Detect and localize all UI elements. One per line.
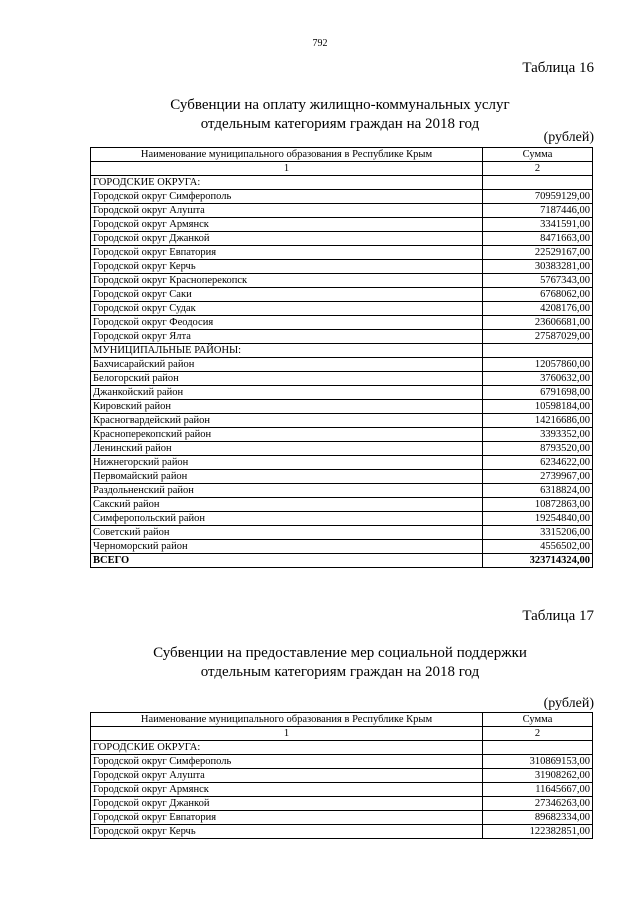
municipality-name-cell: Красногвардейский район	[91, 414, 483, 428]
table17-colnum-row	[91, 727, 593, 741]
municipality-name-cell: Первомайский район	[91, 470, 483, 484]
municipality-name-cell: Городской округ Судак	[91, 302, 483, 316]
municipality-name-cell: Городской округ Феодосия	[91, 316, 483, 330]
amount-cell: 3341591,00	[483, 218, 593, 232]
municipality-name-cell: Городской округ Симферополь	[91, 190, 483, 204]
table16-label: Таблица 16	[522, 60, 594, 76]
colnum-2-cell: 2	[483, 727, 593, 741]
table-row	[91, 811, 593, 825]
municipality-name-cell: Городской округ Ялта	[91, 330, 483, 344]
municipality-name-cell: Симферопольский район	[91, 512, 483, 526]
table-row	[91, 769, 593, 783]
amount-cell: 27346263,00	[483, 797, 593, 811]
municipality-name-cell: Городской округ Алушта	[91, 769, 483, 783]
amount-cell: 19254840,00	[483, 512, 593, 526]
table-row	[91, 386, 593, 400]
table16-title	[90, 96, 590, 134]
table-row	[91, 372, 593, 386]
table16-section-row	[91, 344, 593, 358]
municipality-name-cell: Городской округ Евпатория	[91, 811, 483, 825]
table-row	[91, 825, 593, 839]
page-number: 792	[312, 38, 328, 49]
section-label-cell: МУНИЦИПАЛЬНЫЕ РАЙОНЫ:	[91, 344, 483, 358]
amount-cell: 3760632,00	[483, 372, 593, 386]
municipality-name-cell: Городской округ Керчь	[91, 260, 483, 274]
municipality-name-cell: Городской округ Красноперекопск	[91, 274, 483, 288]
amount-cell: 122382851,00	[483, 825, 593, 839]
municipality-name-cell: Городской округ Армянск	[91, 218, 483, 232]
table16-title-line1: Субвенции на оплату жилищно-коммунальных услуг	[170, 97, 510, 113]
empty-cell	[483, 741, 593, 755]
amount-cell: 31908262,00	[483, 769, 593, 783]
municipality-name-cell: Джанкойский район	[91, 386, 483, 400]
municipality-name-cell: Черноморский район	[91, 540, 483, 554]
amount-cell: 6791698,00	[483, 386, 593, 400]
municipality-name-cell: Красноперекопский район	[91, 428, 483, 442]
table-row	[91, 330, 593, 344]
table16-header-row	[91, 148, 593, 162]
table17-header-row	[91, 713, 593, 727]
amount-cell: 6318824,00	[483, 484, 593, 498]
table-row	[91, 204, 593, 218]
municipality-name-cell: Городской округ Джанкой	[91, 797, 483, 811]
table-row	[91, 512, 593, 526]
municipality-name-cell: Бахчисарайский район	[91, 358, 483, 372]
section-label-cell: ГОРОДСКИЕ ОКРУГА:	[91, 741, 483, 755]
table-row	[91, 526, 593, 540]
table16	[90, 147, 593, 568]
header-sum-cell: Сумма	[483, 148, 593, 162]
table17-title-line1: Субвенции на предоставление мер социальной поддержки	[153, 645, 527, 661]
amount-cell: 4208176,00	[483, 302, 593, 316]
table-row	[91, 755, 593, 769]
amount-cell: 10872863,00	[483, 498, 593, 512]
amount-cell: 89682334,00	[483, 811, 593, 825]
header-sum-cell: Сумма	[483, 713, 593, 727]
amount-cell: 23606681,00	[483, 316, 593, 330]
amount-cell: 6768062,00	[483, 288, 593, 302]
table-row	[91, 288, 593, 302]
amount-cell: 8793520,00	[483, 442, 593, 456]
colnum-2-cell: 2	[483, 162, 593, 176]
table-row	[91, 797, 593, 811]
table-row	[91, 540, 593, 554]
table-row	[91, 442, 593, 456]
amount-cell: 27587029,00	[483, 330, 593, 344]
amount-cell: 70959129,00	[483, 190, 593, 204]
table-row	[91, 302, 593, 316]
table-row	[91, 484, 593, 498]
table-row	[91, 232, 593, 246]
amount-cell: 8471663,00	[483, 232, 593, 246]
municipality-name-cell: Городской округ Евпатория	[91, 246, 483, 260]
table-row	[91, 260, 593, 274]
header-name-cell: Наименование муниципального образования в Республике Крым	[91, 148, 483, 162]
table-row	[91, 274, 593, 288]
amount-cell: 5767343,00	[483, 274, 593, 288]
municipality-name-cell: Городской округ Симферополь	[91, 755, 483, 769]
table16-unit: (рублей)	[543, 130, 594, 145]
municipality-name-cell: Городской округ Джанкой	[91, 232, 483, 246]
table-row	[91, 470, 593, 484]
municipality-name-cell: Городской округ Саки	[91, 288, 483, 302]
amount-cell: 14216686,00	[483, 414, 593, 428]
amount-cell: 30383281,00	[483, 260, 593, 274]
amount-cell: 6234622,00	[483, 456, 593, 470]
total-sum-cell: 323714324,00	[483, 554, 593, 568]
table-row	[91, 358, 593, 372]
empty-cell	[483, 176, 593, 190]
municipality-name-cell: Городской округ Армянск	[91, 783, 483, 797]
table-row	[91, 428, 593, 442]
colnum-1-cell: 1	[91, 727, 483, 741]
municipality-name-cell: Советский район	[91, 526, 483, 540]
municipality-name-cell: Кировский район	[91, 400, 483, 414]
table-row	[91, 414, 593, 428]
municipality-name-cell: Раздольненский район	[91, 484, 483, 498]
table-row	[91, 218, 593, 232]
amount-cell: 310869153,00	[483, 755, 593, 769]
table16-title-line2: отдельным категориям граждан на 2018 год	[200, 116, 480, 132]
table17-title-line2: отдельным категориям граждан на 2018 год	[200, 664, 480, 680]
table-row	[91, 400, 593, 414]
table17-unit: (рублей)	[543, 696, 594, 711]
amount-cell: 4556502,00	[483, 540, 593, 554]
table17	[90, 712, 593, 839]
amount-cell: 12057860,00	[483, 358, 593, 372]
amount-cell: 11645667,00	[483, 783, 593, 797]
table-row	[91, 456, 593, 470]
municipality-name-cell: Нижнегорский район	[91, 456, 483, 470]
municipality-name-cell: Городской округ Керчь	[91, 825, 483, 839]
colnum-1-cell: 1	[91, 162, 483, 176]
table16-total-row	[91, 554, 593, 568]
table17-title	[90, 644, 590, 682]
table-row	[91, 498, 593, 512]
table-row	[91, 190, 593, 204]
section-label-cell: ГОРОДСКИЕ ОКРУГА:	[91, 176, 483, 190]
header-name-cell: Наименование муниципального образования в Республике Крым	[91, 713, 483, 727]
amount-cell: 3393352,00	[483, 428, 593, 442]
table-row	[91, 246, 593, 260]
total-label-cell: ВСЕГО	[91, 554, 483, 568]
empty-cell	[483, 344, 593, 358]
municipality-name-cell: Городской округ Алушта	[91, 204, 483, 218]
amount-cell: 7187446,00	[483, 204, 593, 218]
amount-cell: 22529167,00	[483, 246, 593, 260]
table-row	[91, 783, 593, 797]
municipality-name-cell: Сакский район	[91, 498, 483, 512]
table17-section-row	[91, 741, 593, 755]
table17-label: Таблица 17	[522, 608, 594, 624]
amount-cell: 3315206,00	[483, 526, 593, 540]
table16-colnum-row	[91, 162, 593, 176]
table16-section-row	[91, 176, 593, 190]
amount-cell: 10598184,00	[483, 400, 593, 414]
amount-cell: 2739967,00	[483, 470, 593, 484]
municipality-name-cell: Ленинский район	[91, 442, 483, 456]
table-row	[91, 316, 593, 330]
municipality-name-cell: Белогорский район	[91, 372, 483, 386]
